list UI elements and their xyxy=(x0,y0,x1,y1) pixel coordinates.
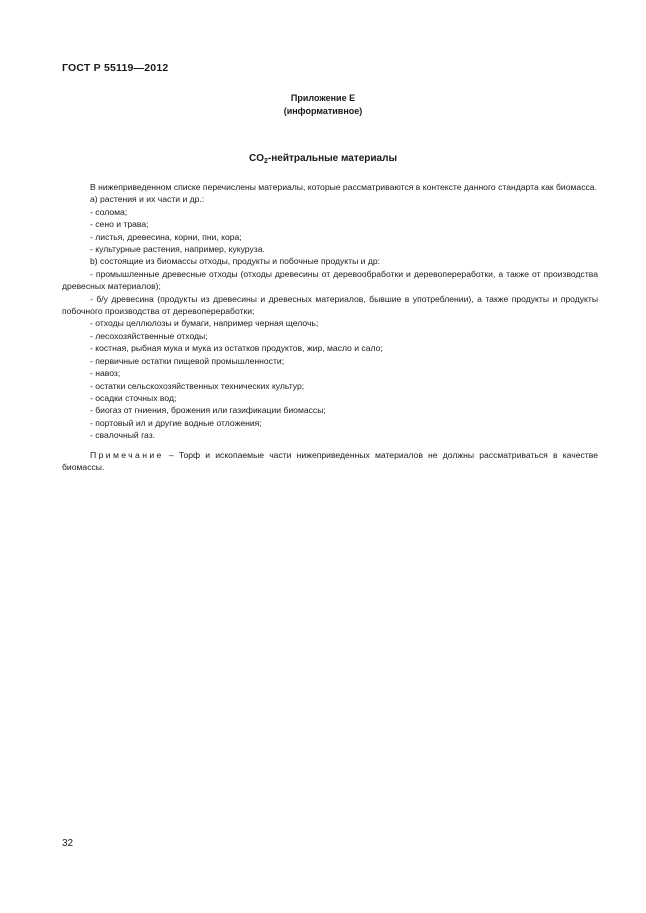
list-item: - свалочный газ. xyxy=(90,430,156,441)
note-paragraph xyxy=(62,449,598,474)
page-number: 32 xyxy=(62,838,74,849)
list-item: - первичные остатки пищевой промышленности; xyxy=(90,355,285,366)
section-title xyxy=(0,153,646,165)
list-item: - промышленные древесные отходы (отходы древесины от деревообработки и деревопереработки, а также от производства древесных материалов); xyxy=(62,268,598,292)
list-item: - остатки сельскохозяйственных технических культур; xyxy=(90,380,305,391)
list-item: - солома; xyxy=(90,206,128,217)
list-item: - костная, рыбная мука и мука из остатков продуктов, жир, масло и сало; xyxy=(90,343,383,354)
list-item: - навоз; xyxy=(90,368,121,379)
section-title-subscript: 2 xyxy=(264,158,268,165)
note-label: Примечание xyxy=(90,449,164,460)
list-item: - листья, древесина, корни, пни, кора; xyxy=(90,231,242,242)
standard-code: ГОСТ Р 55119—2012 xyxy=(62,62,169,74)
section-title-suffix: -нейтральные материалы xyxy=(267,153,397,164)
list-item: - биогаз от гниения, брожения или газификации биомассы; xyxy=(90,405,326,416)
list-item: - сено и трава; xyxy=(90,219,149,230)
list-item: - отходы целлюлозы и бумаги, например черная щелочь; xyxy=(90,318,319,329)
intro-paragraph: В нижеприведенном списке перечислены материалы, которые рассматриваются в контексте данного стандарта как биомасса. xyxy=(90,182,597,192)
section-title-prefix: CO xyxy=(249,153,265,164)
document-body xyxy=(62,181,598,473)
group-b-heading: b) состоящие из биомассы отходы, продукты и побочные продукты и др: xyxy=(90,256,381,267)
list-item: - портовый ил и другие водные отложения; xyxy=(90,417,262,428)
appendix-heading xyxy=(0,92,646,118)
list-item: - лесохозяйственные отходы; xyxy=(90,330,208,341)
list-item: - осадки сточных вод; xyxy=(90,392,177,403)
list-item: - культурные растения, например, кукуруза. xyxy=(90,244,265,255)
list-item: - б/у древесина (продукты из древесины и древесных материалов, бывшие в употреблении), а также продукты и продукты побочного производства от деревопереработки; xyxy=(62,293,598,317)
appendix-subtitle: (информативное) xyxy=(283,106,363,116)
note-text: – Торф и ископаемые части нижеприведенных материалов не должны рассматриваться в качестве биомассы. xyxy=(62,449,598,472)
group-a-heading: a) растения и их части и др.: xyxy=(90,194,205,205)
appendix-title: Приложение Е xyxy=(290,93,356,103)
